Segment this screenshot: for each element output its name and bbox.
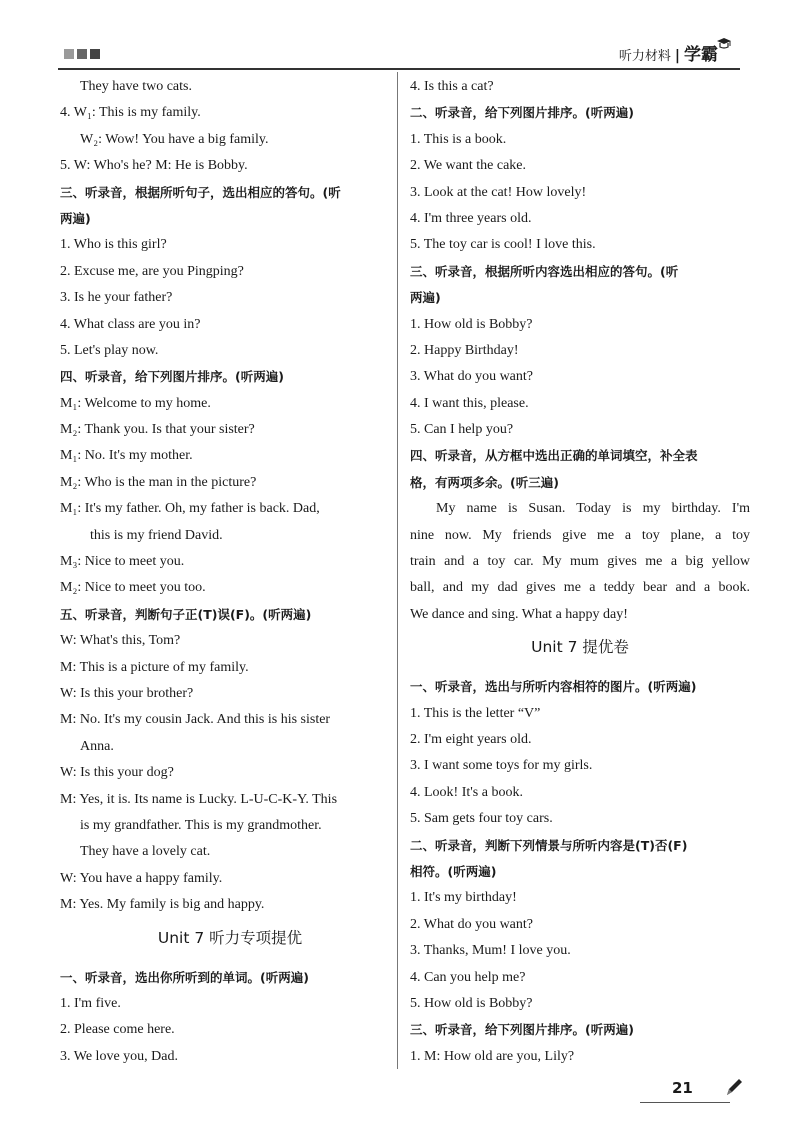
text-line: W: Is this your brother? [60,685,194,701]
header-title [619,40,732,65]
section-heading: 一、听录音，选出与所听内容相符的图片。(听两遍) [410,679,697,695]
text-line: W: What's this, Tom? [60,633,181,649]
section-heading: 五、听录音，判断句子正(T)误(F)。(听两遍) [60,606,312,622]
section-heading: 相符。(听两遍) [410,863,497,879]
text-line: They have a lovely cat. [80,844,211,860]
unit-heading: Unit 7 提优卷 [531,638,629,657]
graduation-cap-icon [716,36,732,56]
text-line: 4. I want this, please. [410,395,529,411]
section-heading: 格，有两项多余。(听三遍) [410,474,559,490]
header-separator: | [674,48,680,64]
text-line: 4. Look! It's a book. [410,784,523,800]
section-heading: 三、听录音，根据所听内容选出相应的答句。(听 [410,263,679,279]
text-line: 1. This is the letter “V” [410,705,541,721]
text-line: 2. We want the cake. [410,158,527,174]
page-header [58,38,740,68]
text-line: 1. This is a book. [410,131,507,147]
text-line: Anna. [80,738,114,754]
text-line: 1. I'm five. [60,995,121,1011]
text-line: 2. I'm eight years old. [410,731,532,747]
text-line: 1. M: How old are you, Lily? [410,1048,575,1064]
section-heading: 两遍) [60,210,91,226]
section-heading: 四、听录音，从方框中选出正确的单词填空，补全表 [410,448,698,464]
header-rule [58,68,740,70]
paragraph-line: ball, and my dad gives me a teddy bear and a book. [410,580,750,596]
text-line: 4. Can you help me? [410,969,526,985]
text-line: 3. Thanks, Mum! I love you. [410,943,571,959]
text-line: 1. Who is this girl? [60,237,167,253]
section-heading: 三、听录音，给下列图片排序。(听两遍) [410,1022,634,1038]
section-heading: 两遍) [410,290,441,306]
text-line: M₂: Thank you. Is that your sister? [60,422,255,438]
header-square-icon [64,49,74,59]
right-column [410,74,750,1070]
header-brand: 学霸 [684,45,718,65]
page-number: 21 [672,1079,693,1097]
text-line: 2. What do you want? [410,916,533,932]
text-line: 5. Sam gets four toy cars. [410,811,553,827]
text-line: W: You have a happy family. [60,870,223,886]
text-line: M: Yes, it is. Its name is Lucky. L-U-C-K-Y. This [60,791,338,807]
text-line: M: Yes. My family is big and happy. [60,897,265,913]
left-column [60,74,400,1070]
text-line: M₂: Nice to meet you too. [60,580,206,596]
paragraph-line: nine now. My friends give me a toy plane, a toy [410,527,750,543]
text-line: They have two cats. [80,79,192,94]
text-line: 1. How old is Bobby? [410,316,533,332]
text-line: M: This is a picture of my family. [60,659,249,675]
text-line: 5. How old is Bobby? [410,995,533,1011]
page-footer [640,1076,750,1106]
paragraph-line: My name is Susan. Today is my birthday. I'm [436,501,750,517]
section-heading: 三、听录音，根据所听句子，选出相应的答句。(听 [60,184,341,200]
text-line: 3. Is he your father? [60,290,173,306]
paragraph-line: We dance and sing. What a happy day! [410,606,628,622]
text-line: M₁: No. It's my mother. [60,448,193,464]
text-line: 2. Please come here. [60,1022,175,1038]
text-line: W: Is this your dog? [60,765,174,781]
header-square-icon [77,49,87,59]
text-line: W₂: Wow! You have a big family. [80,131,269,147]
header-square-icon [90,49,100,59]
header-squares [64,46,103,64]
text-line: 1. It's my birthday! [410,890,517,906]
text-line: 5. The toy car is cool! I love this. [410,237,596,253]
text-line: 2. Happy Birthday! [410,342,519,358]
text-line: M₂: Who is the man in the picture? [60,474,257,490]
section-heading: 四、听录音，给下列图片排序。(听两遍) [60,369,284,385]
paragraph-line: train and a toy car. My mum gives me a big yellow [410,554,750,570]
text-line: 5. W: Who's he? M: He is Bobby. [60,158,248,174]
section-heading: 一、听录音，选出你所听到的单词。(听两遍) [60,969,309,985]
text-line: 5. Can I help you? [410,422,514,438]
text-line: 2. Excuse me, are you Pingping? [60,263,244,279]
unit-heading: Unit 7 听力专项提优 [157,928,303,947]
header-label: 听力材料 [618,49,671,64]
text-line: 3. Look at the cat! How lovely! [410,184,587,200]
text-line: 3. I want some toys for my girls. [410,758,593,774]
text-line: 4. I'm three years old. [410,210,532,226]
footer-rule [640,1102,730,1103]
text-line: 4. Is this a cat? [410,79,494,94]
text-line: this is my friend David. [90,527,223,543]
text-line: is my grandfather. This is my grandmother. [80,817,322,833]
section-heading: 二、听录音，给下列图片排序。(听两遍) [410,105,634,121]
text-line: M₃: Nice to meet you. [60,554,185,570]
text-line: 4. What class are you in? [60,316,201,332]
text-line: M₁: Welcome to my home. [60,395,211,411]
text-line: 4. W₁: This is my family. [60,105,201,121]
text-line: M: No. It's my cousin Jack. And this is his sister [60,712,331,728]
text-line: 3. What do you want? [410,369,533,385]
text-line: 3. We love you, Dad. [60,1048,178,1064]
pencil-icon [724,1076,744,1103]
text-line: 5. Let's play now. [60,342,159,358]
text-line: M₁: It's my father. Oh, my father is back. Dad, [60,501,320,517]
section-heading: 二、听录音，判断下列情景与所听内容是(T)否(F) [410,837,688,853]
